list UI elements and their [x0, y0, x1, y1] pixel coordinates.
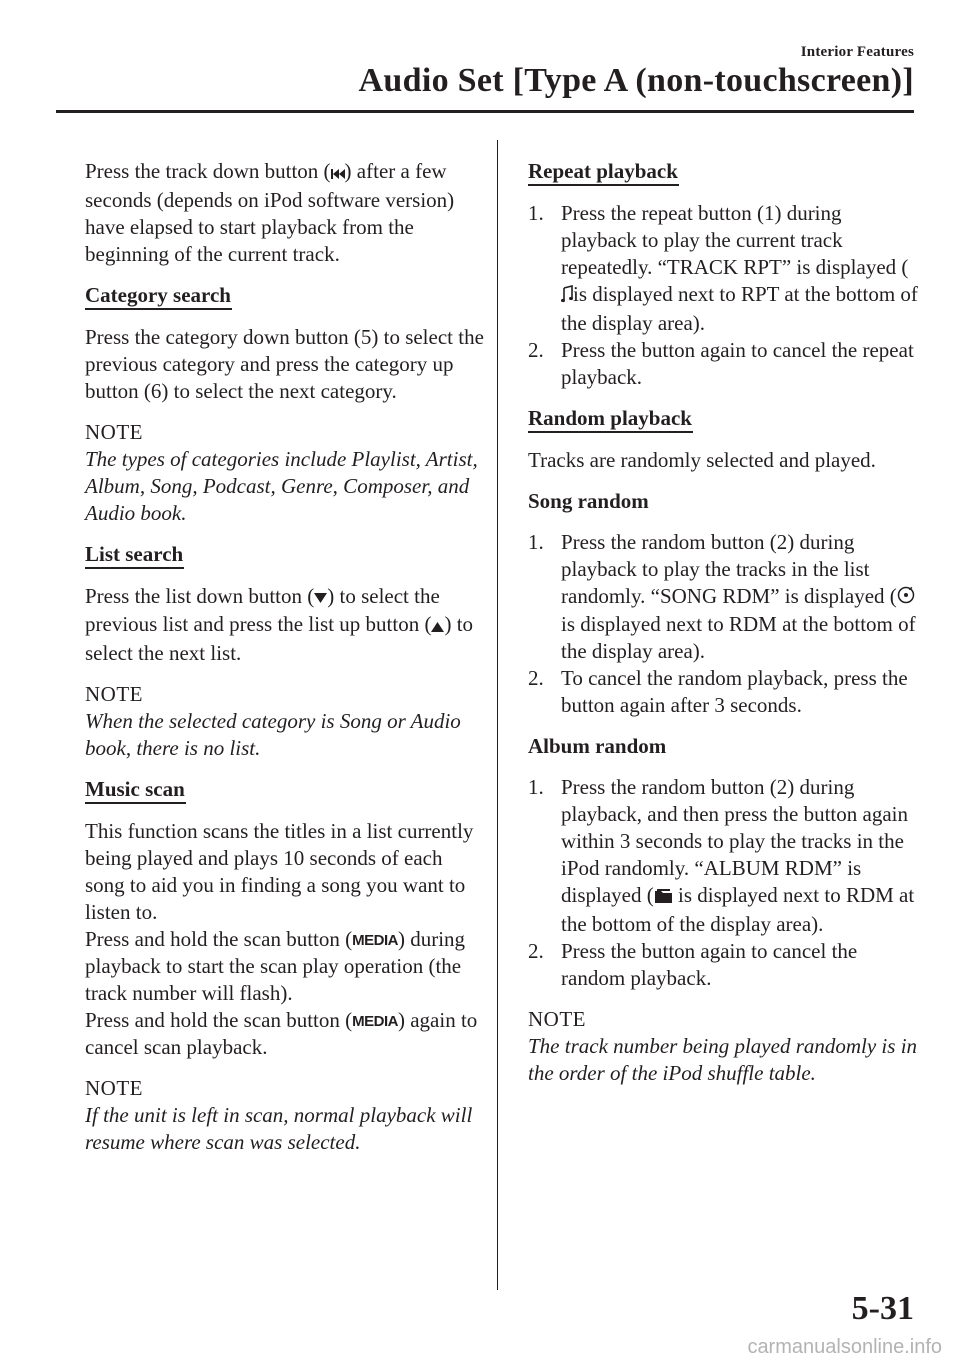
up-triangle-icon	[431, 613, 444, 640]
right-column	[528, 158, 918, 1101]
intro-paragraph: Press the track down button ( ) after a few seconds (depends on iPod software version) have elapsed to start playback from the beginning of the current track.	[85, 159, 455, 266]
header-rule	[56, 110, 914, 113]
song-random-heading: Song random	[528, 488, 649, 513]
down-triangle-icon	[314, 584, 327, 611]
note-label: NOTE	[85, 1076, 143, 1101]
music-scan-text: This function scans the titles in a list currently being played and plays 10 seconds of each song to aid you in finding a song you want to listen to.	[85, 819, 474, 925]
list-item: 1. Press the repeat button (1) during playback to play the current track repeatedly. “TRACK RPT” is displayed (is displayed next to RPT at the bottom of the display area).	[528, 201, 918, 335]
repeat-steps	[528, 200, 918, 391]
music-scan-heading: Music scan	[85, 777, 186, 804]
music-note-icon	[561, 283, 573, 310]
album-random-steps	[528, 774, 918, 992]
list-item: 1. Press the random button (2) during playback to play the tracks in the list randomly. “SONG RDM” is displayed ( is displayed next to RDM at the bottom of the display area).	[528, 529, 916, 664]
random-intro: Tracks are randomly selected and played.	[528, 447, 876, 472]
list-search-heading: List search	[85, 542, 184, 569]
note-text: When the selected category is Song or Audio book, there is no list.	[85, 709, 461, 761]
music-scan-cancel: Press and hold the scan button (MEDIA) again to cancel scan playback.	[85, 1008, 478, 1060]
music-scan-start: Press and hold the scan button (MEDIA) during playback to start the scan play operation (the track number will flash).	[85, 927, 466, 1006]
category-search-text: Press the category down button (5) to select the previous category and press the category up button (6) to select the next category.	[85, 324, 484, 403]
track-down-icon	[331, 160, 345, 187]
list-item: 2. Press the button again to cancel the random playback.	[528, 939, 858, 991]
list-item: 1. Press the random button (2) during playback, and then press the button again within 3 seconds to play the tracks in the iPod randomly. “ALBUM RDM” is displayed ( is displayed next to RDM at the bottom of the display area).	[528, 775, 915, 937]
folder-icon	[654, 884, 673, 911]
list-search-text: Press the list down button ( ) to select the previous list and press the list up button ( ) to select the next list.	[85, 583, 474, 666]
watermark: carmanualsonline.info	[747, 1336, 942, 1358]
page-number: 5-31	[851, 1290, 914, 1327]
page-title: Audio Set [Type A (non-touchscreen)]	[358, 62, 914, 99]
media-button-icon: MEDIA	[352, 932, 398, 950]
left-column	[85, 158, 485, 1170]
note-text: The track number being played randomly is in the order of the iPod shuffle table.	[528, 1034, 918, 1086]
random-playback-heading: Random playback	[528, 406, 693, 433]
note-label: NOTE	[528, 1007, 586, 1032]
list-item: 2. Press the button again to cancel the repeat playback.	[528, 337, 914, 389]
note-text: The types of categories include Playlist, Artist, Album, Song, Podcast, Genre, Composer, and Audio book.	[85, 446, 478, 525]
note-label: NOTE	[85, 682, 143, 707]
column-divider	[497, 140, 498, 1290]
song-random-steps	[528, 529, 918, 720]
album-random-heading: Album random	[528, 734, 667, 759]
random-disc-icon	[897, 584, 915, 611]
media-button-icon: MEDIA	[352, 1013, 398, 1031]
note-label: NOTE	[85, 419, 143, 444]
note-text: If the unit is left in scan, normal playback will resume where scan was selected.	[85, 1103, 473, 1155]
repeat-playback-heading: Repeat playback	[528, 159, 679, 186]
section-label: Interior Features	[800, 44, 914, 60]
category-search-heading: Category search	[85, 283, 232, 310]
list-item: 2. To cancel the random playback, press the button again after 3 seconds.	[528, 666, 908, 718]
